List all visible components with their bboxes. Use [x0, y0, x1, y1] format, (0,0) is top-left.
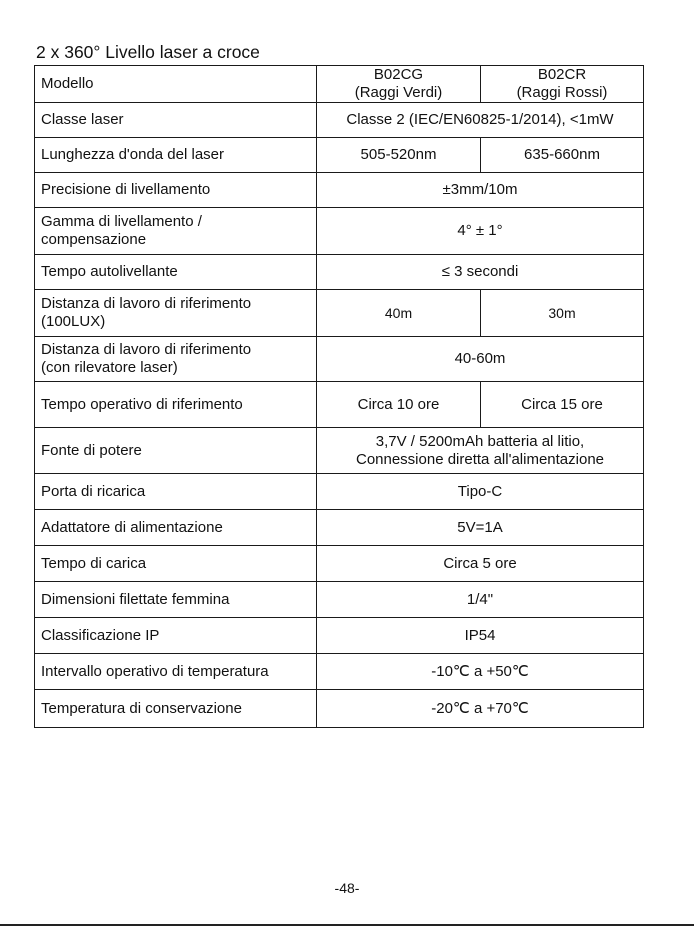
- row-label: [35, 337, 317, 382]
- row-label: Porta di ricarica: [35, 474, 317, 510]
- row-value: 1/4": [317, 582, 644, 618]
- row-label: Precisione di livellamento: [35, 173, 317, 208]
- model-beam: (Raggi Rossi): [516, 84, 608, 101]
- table-row-model: [35, 66, 644, 103]
- row-label-line: Distanza di lavoro di riferimento: [41, 341, 252, 358]
- row-value: ≤ 3 secondi: [317, 255, 644, 290]
- row-value: Classe 2 (IEC/EN60825-1/2014), <1mW: [317, 103, 644, 138]
- table-row: [35, 582, 644, 618]
- row-label: Tempo operativo di riferimento: [35, 382, 317, 428]
- table-row: [35, 138, 644, 173]
- table-row: [35, 208, 644, 255]
- row-value-b02cg: 505-520nm: [317, 138, 481, 173]
- row-label-line: (con rilevatore laser): [41, 359, 178, 376]
- table-row: [35, 255, 644, 290]
- model-code: B02CG: [373, 66, 424, 83]
- row-label-line: Gamma di livellamento /: [41, 213, 202, 230]
- row-label: Dimensioni filettate femmina: [35, 582, 317, 618]
- row-label-line: compensazione: [41, 231, 147, 248]
- table-row: [35, 337, 644, 382]
- spec-table: [34, 65, 644, 728]
- row-label-line: Distanza di lavoro di riferimento: [41, 295, 252, 312]
- table-row: [35, 510, 644, 546]
- row-label: Lunghezza d'onda del laser: [35, 138, 317, 173]
- model-b02cr: [481, 66, 644, 103]
- row-value: Tipo-C: [317, 474, 644, 510]
- row-value: [317, 428, 644, 474]
- row-label: Temperatura di conservazione: [35, 690, 317, 728]
- table-row: [35, 173, 644, 208]
- row-value: ±3mm/10m: [317, 173, 644, 208]
- bottom-divider: [0, 924, 694, 926]
- table-row: [35, 618, 644, 654]
- row-value-line: 3,7V / 5200mAh batteria al litio,: [375, 432, 585, 450]
- table-row: [35, 103, 644, 138]
- row-label-line: (100LUX): [41, 313, 106, 330]
- table-row: [35, 428, 644, 474]
- row-value-b02cg: 40m: [317, 290, 481, 337]
- model-beam: (Raggi Verdi): [354, 84, 443, 101]
- row-value-b02cr: 635-660nm: [481, 138, 644, 173]
- row-value: -20℃ a +70℃: [317, 690, 644, 728]
- model-b02cg: [317, 66, 481, 103]
- table-row: [35, 690, 644, 728]
- row-value-b02cg: Circa 10 ore: [317, 382, 481, 428]
- row-label: Adattatore di alimentazione: [35, 510, 317, 546]
- row-label: [35, 290, 317, 337]
- table-row: [35, 654, 644, 690]
- row-value: 4° ± 1°: [317, 208, 644, 255]
- row-label: Classificazione IP: [35, 618, 317, 654]
- row-value: -10℃ a +50℃: [317, 654, 644, 690]
- row-value: 5V=1A: [317, 510, 644, 546]
- row-label: Tempo autolivellante: [35, 255, 317, 290]
- page-number: -48-: [334, 880, 360, 896]
- row-value-b02cr: Circa 15 ore: [481, 382, 644, 428]
- table-row: [35, 474, 644, 510]
- row-value-b02cr: 30m: [481, 290, 644, 337]
- table-row: [35, 546, 644, 582]
- row-label: Tempo di carica: [35, 546, 317, 582]
- row-value: IP54: [317, 618, 644, 654]
- model-code: B02CR: [537, 66, 587, 83]
- table-row: [35, 290, 644, 337]
- row-label: Classe laser: [35, 103, 317, 138]
- table-row: [35, 382, 644, 428]
- row-label: Modello: [35, 66, 317, 103]
- row-label: Fonte di potere: [35, 428, 317, 474]
- page-title: 2 x 360° Livello laser a croce: [36, 42, 260, 62]
- row-value-line: Connessione diretta all'alimentazione: [355, 450, 604, 468]
- row-label: [35, 208, 317, 255]
- row-label: Intervallo operativo di temperatura: [35, 654, 317, 690]
- row-value: 40-60m: [317, 337, 644, 382]
- row-value: Circa 5 ore: [317, 546, 644, 582]
